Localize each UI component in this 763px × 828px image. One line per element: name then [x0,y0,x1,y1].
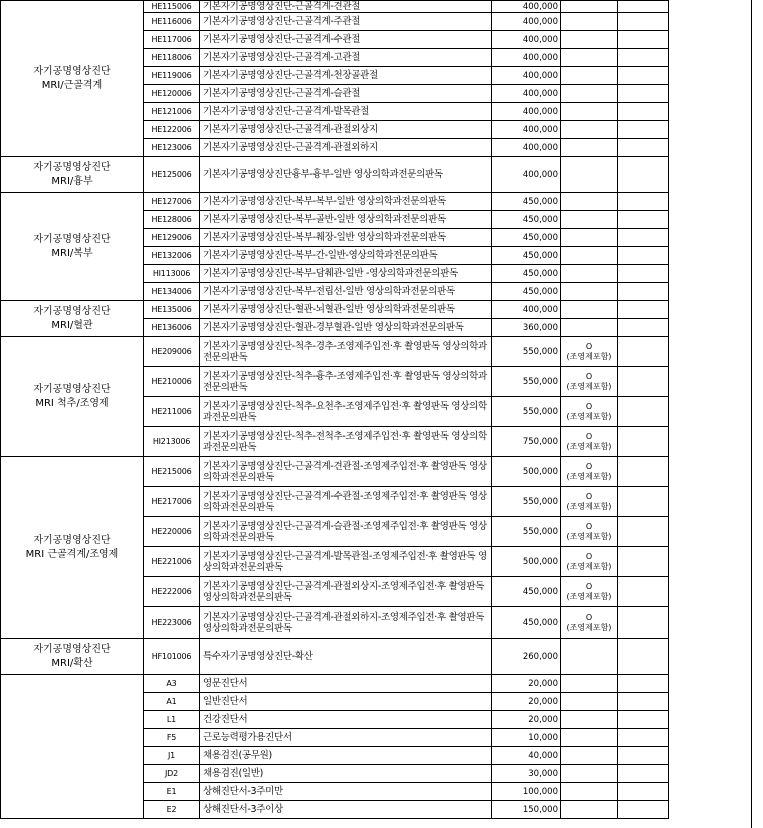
item-name: 특수자기공명영상진단-확산 [200,639,492,675]
group-label-cell [1,157,144,193]
contrast-mark: O [585,491,593,501]
contrast-note-cell [561,693,618,711]
contrast-note-cell [561,139,618,157]
blank-cell [618,711,669,729]
item-code: HE136006 [144,319,200,337]
contrast-note-cell [561,765,618,783]
item-price: 450,000 [492,247,561,265]
table-row [1,457,669,487]
contrast-note-cell [561,1,618,13]
contrast-note-cell [561,193,618,211]
blank-cell [618,693,669,711]
item-code: HE209006 [144,337,200,367]
table-row [1,157,669,193]
group-label-cell [1,337,144,457]
blank-cell [618,247,669,265]
contrast-included-label: (조영제포함) [566,501,612,511]
item-price: 10,000 [492,729,561,747]
contrast-note-cell [561,487,618,517]
contrast-note-cell [561,367,618,397]
item-price: 550,000 [492,337,561,367]
item-code: L1 [144,711,200,729]
blank-cell [618,675,669,693]
contrast-included-label: (조영제포함) [566,411,612,421]
item-name: 상해진단서-3주이상 [200,801,492,819]
group-label-line: 자기공명영상진단 [33,233,111,245]
blank-cell [618,517,669,547]
contrast-mark: O [585,521,593,531]
group-label-line: MRI/혈관 [51,319,93,331]
item-price: 400,000 [492,121,561,139]
group-label-line: MRI/복부 [51,247,93,259]
contrast-note-cell [561,229,618,247]
contrast-note-cell [561,157,618,193]
item-price: 400,000 [492,157,561,193]
item-price: 400,000 [492,103,561,121]
item-price: 450,000 [492,211,561,229]
item-name: 기본자기공명영상진단-척추-흉추-조영제주입전·후 촬영판독 영상의학과전문의판독 [200,367,492,397]
blank-cell [618,193,669,211]
item-price: 30,000 [492,765,561,783]
contrast-note-cell [561,319,618,337]
item-code: HE221006 [144,547,200,577]
item-name: 채용검진(공무원) [200,747,492,765]
item-code: HE117006 [144,31,200,49]
contrast-note-cell [561,607,618,639]
blank-cell [618,103,669,121]
group-label-line: MRI 근골격계/조영제 [25,548,119,560]
item-price: 400,000 [492,31,561,49]
group-label-cell [1,1,144,157]
item-code: HE211006 [144,397,200,427]
contrast-included-label: (조영제포함) [566,471,612,481]
item-code: J1 [144,747,200,765]
item-code: HE119006 [144,67,200,85]
contrast-note-cell [561,247,618,265]
item-code: HE217006 [144,487,200,517]
item-code: HF101006 [144,639,200,675]
item-name: 기본자기공명영상진단-복부-전립선-일반 영상의학과전문의판독 [200,283,492,301]
item-code: HE116006 [144,13,200,31]
item-name: 기본자기공명영상진단-근골격계-수관절-조영제주입전·후 촬영판독 영상의학과전문의판독 [200,487,492,517]
item-name: 일반진단서 [200,693,492,711]
group-label-line: MRI/확산 [51,657,93,669]
blank-cell [618,49,669,67]
item-price: 450,000 [492,283,561,301]
blank-cell [618,577,669,607]
table-row [1,639,669,675]
blank-cell [618,729,669,747]
item-price: 450,000 [492,577,561,607]
contrast-note-cell [561,547,618,577]
item-price: 400,000 [492,49,561,67]
table-row [1,301,669,319]
contrast-note-cell [561,675,618,693]
contrast-included-label: (조영제포함) [566,381,612,391]
contrast-mark: O [585,341,593,351]
blank-cell [618,211,669,229]
item-name: 기본자기공명영상진단-복부-복부-일반 영상의학과전문의판독 [200,193,492,211]
contrast-mark: O [585,461,593,471]
item-price: 20,000 [492,711,561,729]
contrast-included-label: (조영제포함) [566,531,612,541]
item-name: 기본자기공명영상진단-근골격계-견관절 [200,1,492,13]
item-name: 기본자기공명영상진단-근골격계-견관절-조영제주입전·후 촬영판독 영상의학과전문의판독 [200,457,492,487]
item-name: 기본자기공명영상진단-근골격계-관절외상지-조영제주입전·후 촬영판독 영상의학과전문의판독 [200,577,492,607]
blank-cell [618,157,669,193]
group-label-cell [1,639,144,675]
item-name: 기본자기공명영상진단-근골격계-관절외하지-조영제주입전·후 촬영판독 영상의학과전문의판독 [200,607,492,639]
item-price: 400,000 [492,67,561,85]
item-code: HE120006 [144,85,200,103]
blank-cell [618,765,669,783]
item-code: HE125006 [144,157,200,193]
contrast-mark: O [585,401,593,411]
contrast-note-cell [561,427,618,457]
blank-cell [618,265,669,283]
item-name: 기본자기공명영상진단-복부-췌장-일반 영상의학과전문의판독 [200,229,492,247]
item-code: F5 [144,729,200,747]
item-name: 영문진단서 [200,675,492,693]
contrast-note-cell [561,711,618,729]
item-code: E2 [144,801,200,819]
item-price: 100,000 [492,783,561,801]
group-label-line: 자기공명영상진단 [33,383,111,395]
blank-cell [618,67,669,85]
blank-cell [618,487,669,517]
item-name: 기본자기공명영상진단-근골격계-슬관절 [200,85,492,103]
item-code: HE135006 [144,301,200,319]
contrast-note-cell [561,783,618,801]
item-price: 260,000 [492,639,561,675]
item-price: 400,000 [492,1,561,13]
contrast-included-label: (조영제포함) [566,441,612,451]
contrast-included-label: (조영제포함) [566,561,612,571]
group-label-line: 자기공명영상진단 [33,305,111,317]
item-code: HE220006 [144,517,200,547]
item-code: HE132006 [144,247,200,265]
item-code: HE121006 [144,103,200,121]
item-name: 기본자기공명영상진단-근골격계-천장골관절 [200,67,492,85]
item-price: 20,000 [492,675,561,693]
item-price: 400,000 [492,85,561,103]
item-code: HE222006 [144,577,200,607]
item-price: 20,000 [492,693,561,711]
group-label-line: 자기공명영상진단 [33,65,111,77]
contrast-note-cell [561,517,618,547]
group-label-cell [1,301,144,337]
item-name: 상해진단서-3주미만 [200,783,492,801]
item-code: HE123006 [144,139,200,157]
contrast-included-label: (조영제포함) [566,622,612,632]
item-price: 450,000 [492,193,561,211]
item-name: 기본자기공명영상진단-척추-전척추-조영제주입전·후 촬영판독 영상의학과전문의판독 [200,427,492,457]
blank-cell [618,319,669,337]
blank-cell [618,31,669,49]
item-price: 40,000 [492,747,561,765]
table-row [1,1,669,13]
contrast-note-cell [561,747,618,765]
item-price: 750,000 [492,427,561,457]
blank-cell [618,801,669,819]
item-code: HE134006 [144,283,200,301]
group-label-line: 자기공명영상진단 [33,161,111,173]
item-price: 450,000 [492,607,561,639]
blank-cell [618,607,669,639]
contrast-note-cell [561,13,618,31]
item-name: 기본자기공명영상진단-근골격계-발목관절 [200,103,492,121]
item-name: 기본자기공명영상진단-복부-간-일반-영상의학과전문의판독 [200,247,492,265]
table-row [1,193,669,211]
blank-cell [618,283,669,301]
contrast-mark: O [585,431,593,441]
contrast-note-cell [561,801,618,819]
item-price: 400,000 [492,301,561,319]
blank-cell [618,427,669,457]
item-name: 기본자기공명영상진단-근골격계-관절외상지 [200,121,492,139]
group-label-cell [1,675,144,819]
item-name: 기본자기공명영상진단-척추-경추-조영제주입전·후 촬영판독 영상의학과전문의판독 [200,337,492,367]
blank-cell [618,337,669,367]
contrast-note-cell [561,337,618,367]
item-price: 550,000 [492,517,561,547]
blank-cell [618,301,669,319]
item-price: 450,000 [492,229,561,247]
contrast-mark: O [585,581,593,591]
item-code: HE129006 [144,229,200,247]
item-code: HE115006 [144,1,200,13]
contrast-mark: O [585,371,593,381]
table-row [1,337,669,367]
blank-cell [618,547,669,577]
contrast-note-cell [561,283,618,301]
contrast-note-cell [561,301,618,319]
item-code: HE215006 [144,457,200,487]
item-name: 기본자기공명영상진단-근골격계-발목관절-조영제주입전·후 촬영판독 영상의학과전문의판독 [200,547,492,577]
blank-cell [618,13,669,31]
contrast-note-cell [561,639,618,675]
blank-cell [618,1,669,13]
contrast-note-cell [561,457,618,487]
item-price: 400,000 [492,13,561,31]
item-price: 550,000 [492,487,561,517]
blank-cell [618,457,669,487]
contrast-mark: O [585,612,593,622]
blank-cell [618,783,669,801]
item-name: 기본자기공명영상진단-복부-담췌관-일반 -영상의학과전문의판독 [200,265,492,283]
item-code: A1 [144,693,200,711]
item-price: 400,000 [492,139,561,157]
contrast-note-cell [561,265,618,283]
item-name: 건강진단서 [200,711,492,729]
item-code: HE128006 [144,211,200,229]
contrast-note-cell [561,397,618,427]
item-price: 550,000 [492,397,561,427]
item-name: 기본자기공명영상진단흉부-흉부-일반 영상의학과전문의판독 [200,157,492,193]
contrast-note-cell [561,577,618,607]
blank-cell [618,139,669,157]
item-name: 기본자기공명영상진단-복부-골반-일반 영상의학과전문의판독 [200,211,492,229]
item-code: E1 [144,783,200,801]
group-label-line: 자기공명영상진단 [33,534,111,546]
item-code: JD2 [144,765,200,783]
group-label-line: 자기공명영상진단 [33,643,111,655]
blank-cell [618,747,669,765]
item-code: HE127006 [144,193,200,211]
item-price: 360,000 [492,319,561,337]
fee-table-body [1,1,669,819]
blank-cell [618,229,669,247]
contrast-mark: O [585,551,593,561]
item-name: 기본자기공명영상진단-척추-요천추-조영제주입전·후 촬영판독 영상의학과전문의판독 [200,397,492,427]
item-code: HI213006 [144,427,200,457]
contrast-note-cell [561,49,618,67]
item-code: HE122006 [144,121,200,139]
item-name: 채용검진(일반) [200,765,492,783]
contrast-note-cell [561,31,618,49]
item-price: 450,000 [492,265,561,283]
group-label-line: MRI/흉부 [51,175,93,187]
blank-cell [618,85,669,103]
contrast-note-cell [561,729,618,747]
group-label-line: MRI/근골격계 [41,79,103,91]
item-price: 550,000 [492,367,561,397]
group-label-line: MRI 척추/조영제 [35,397,109,409]
blank-cell [618,121,669,139]
group-label-cell [1,193,144,301]
item-name: 기본자기공명영상진단-혈관-경부혈관-일반 영상의학과전문의판독 [200,319,492,337]
item-price: 500,000 [492,457,561,487]
blank-cell [618,639,669,675]
item-code: HI113006 [144,265,200,283]
item-name: 기본자기공명영상진단-근골격계-주관절 [200,13,492,31]
item-name: 기본자기공명영상진단-근골격계-슬관절-조영제주입전·후 촬영판독 영상의학과전문의판독 [200,517,492,547]
item-code: HE223006 [144,607,200,639]
item-name: 기본자기공명영상진단-근골격계-수관절 [200,31,492,49]
item-price: 500,000 [492,547,561,577]
contrast-note-cell [561,103,618,121]
contrast-note-cell [561,85,618,103]
item-code: HE118006 [144,49,200,67]
item-name: 기본자기공명영상진단-근골격계-관절외하지 [200,139,492,157]
blank-cell [618,367,669,397]
group-label-cell [1,457,144,639]
item-name: 기본자기공명영상진단-혈관-뇌혈관-일반 영상의학과전문의판독 [200,301,492,319]
contrast-note-cell [561,67,618,85]
contrast-included-label: (조영제포함) [566,351,612,361]
item-name: 근로능력평가용진단서 [200,729,492,747]
right-border-line [751,0,752,828]
contrast-note-cell [561,211,618,229]
item-name: 기본자기공명영상진단-근골격계-고관절 [200,49,492,67]
item-price: 150,000 [492,801,561,819]
contrast-note-cell [561,121,618,139]
table-row [1,675,669,693]
blank-cell [618,397,669,427]
item-code: HE210006 [144,367,200,397]
item-code: A3 [144,675,200,693]
contrast-included-label: (조영제포함) [566,591,612,601]
